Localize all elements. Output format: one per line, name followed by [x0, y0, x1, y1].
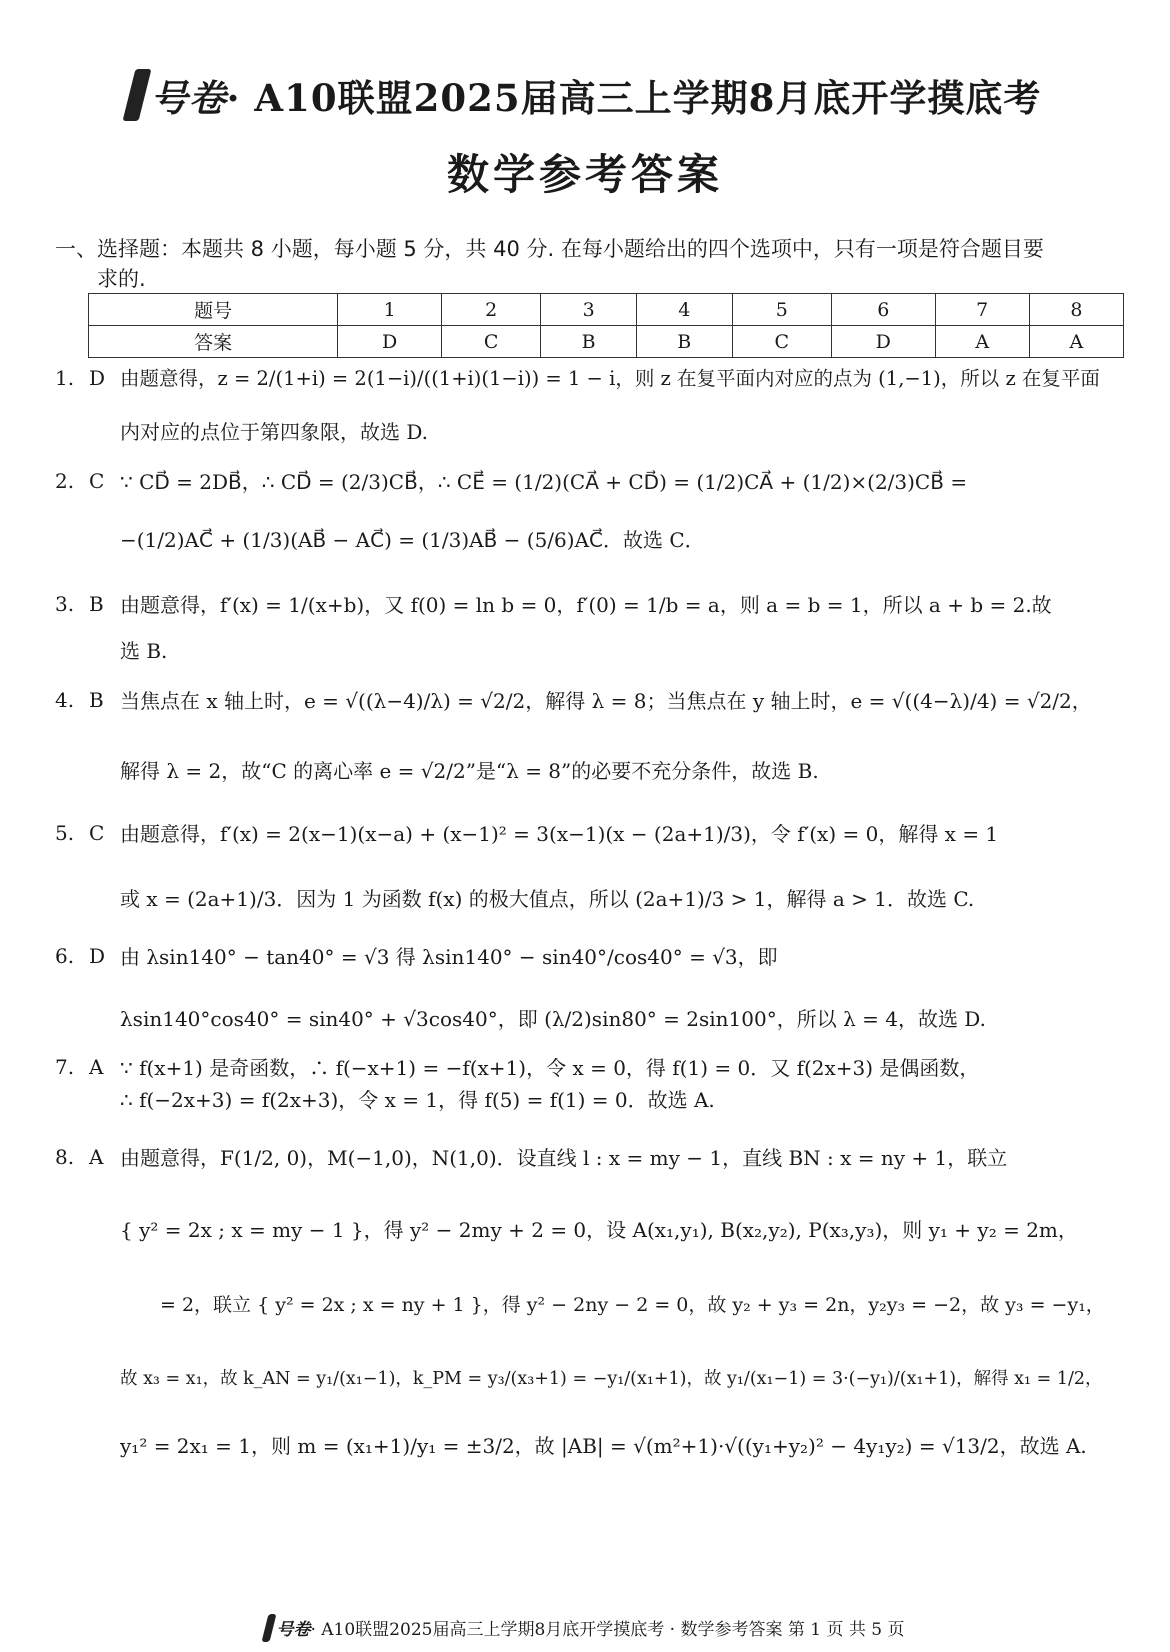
solution-1	[55, 363, 121, 393]
solution-4	[55, 685, 121, 715]
solution-8	[55, 1142, 121, 1172]
solution-2	[55, 466, 121, 496]
table-cell: 3	[541, 294, 637, 326]
solution-line: 或 x = (2a+1)/3．因为 1 为函数 f(x) 的极大值点，所以 (2a+1)/3 > 1，解得 a > 1．故选 C.	[120, 887, 975, 911]
question-number: 4.	[55, 688, 75, 712]
brand-logo-text: 号卷	[150, 76, 227, 120]
solution-line: y₁² = 2x₁ = 1，则 m = (x₁+1)/y₁ = ±3/2，故 |AB| = √(m²+1)·√((y₁+y₂)² − 4y₁y₂) = √13/2，故选 A.	[120, 1434, 1087, 1458]
answer-key: C	[89, 821, 105, 845]
solution-line: 内对应的点位于第四象限，故选 D.	[120, 420, 429, 444]
question-number: 1.	[55, 366, 75, 390]
solution-line: 当焦点在 x 轴上时，e = √((λ−4)/λ) = √2/2，解得 λ = 8；当焦点在 y 轴上时，e = √((4−λ)/4) = √2/2，	[120, 689, 1092, 713]
solution-line: ∵ CD⃗ = 2DB⃗，∴ CD⃗ = (2/3)CB⃗，∴ CE⃗ = (1/2)(CA⃗ + CD⃗) = (1/2)CA⃗ + (1/2)×(2/3)CB⃗ =	[120, 470, 968, 494]
solution-line: { y² = 2x ; x = my − 1 }，得 y² − 2my + 2 = 0，设 A(x₁,y₁), B(x₂,y₂), P(x₃,y₃)，则 y₁ + y₂ = 2m，	[120, 1218, 1078, 1242]
table-cell: A	[1029, 326, 1123, 358]
answer-key: A	[89, 1055, 104, 1079]
solution-line: 选 B.	[120, 639, 168, 663]
table-cell: A	[935, 326, 1029, 358]
answer-key: B	[89, 688, 104, 712]
solution-line: 由 λsin140° − tan40° = √3 得 λsin140° − sin40°/cos40° = √3，即	[120, 945, 778, 969]
answer-table	[88, 293, 1124, 358]
table-cell: D	[338, 326, 442, 358]
solution-line: 故 x₃ = x₁，故 k_AN = y₁/(x₁−1)，k_PM = y₃/(x₃+1) = −y₁/(x₁+1)，故 y₁/(x₁−1) = 3·(−y₁)/(x₁+1)，解得 x₁ = 1/2，	[120, 1369, 1103, 1389]
table-cell: 1	[338, 294, 442, 326]
answer-key: D	[89, 366, 106, 390]
table-cell: 7	[935, 294, 1029, 326]
table-cell: C	[442, 326, 541, 358]
exam-title: · A10联盟2025届高三上学期8月底开学摸底考	[226, 76, 1042, 120]
solution-line: ∴ f(−2x+3) = f(2x+3)，令 x = 1，得 f(5) = f(1) = 0．故选 A.	[120, 1088, 715, 1112]
solution-line: −(1/2)AC⃗ + (1/3)(AB⃗ − AC⃗) = (1/3)AB⃗ − (5/6)AC⃗．故选 C．	[120, 528, 705, 552]
question-number: 7.	[55, 1055, 75, 1079]
footer-logo-text: 号卷	[276, 1620, 311, 1640]
answer-key: C	[89, 469, 105, 493]
page-footer	[0, 1614, 1170, 1642]
footer-text: · A10联盟2025届高三上学期8月底开学摸底考 · 数学参考答案 第 1 页 共 5 页	[310, 1620, 905, 1640]
solution-6	[55, 941, 121, 971]
question-number: 8.	[55, 1145, 75, 1169]
solution-line: 由题意得，F(1/2, 0)，M(−1,0)，N(1,0)．设直线 l : x = my − 1，直线 BN : x = ny + 1，联立	[120, 1146, 1008, 1170]
question-number: 3.	[55, 592, 75, 616]
section-heading-line1: 一、选择题：本题共 8 小题，每小题 5 分，共 40 分. 在每小题给出的四个选项中，只有一项是符合题目要	[55, 237, 1044, 261]
answer-key: A	[89, 1145, 104, 1169]
table-cell: C	[732, 326, 831, 358]
table-cell: 2	[442, 294, 541, 326]
table-cell: 6	[831, 294, 935, 326]
section-heading-line2: 求的.	[97, 267, 146, 291]
solution-line: λsin140°cos40° = sin40° + √3cos40°，即 (λ/2)sin80° = 2sin100°，所以 λ = 4，故选 D.	[120, 1007, 986, 1031]
question-number: 6.	[55, 944, 75, 968]
answer-key: B	[89, 592, 104, 616]
page-subtitle: 数学参考答案	[446, 150, 723, 199]
solution-line: = 2，联立 { y² = 2x ; x = ny + 1 }，得 y² − 2ny − 2 = 0，故 y₂ + y₃ = 2n，y₂y₃ = −2，故 y₃ = −y₁，	[160, 1294, 1105, 1316]
table-cell: 8	[1029, 294, 1123, 326]
table-cell: 5	[732, 294, 831, 326]
solution-line: 由题意得，f′(x) = 2(x−1)(x−a) + (x−1)² = 3(x−1)(x − (2a+1)/3)，令 f′(x) = 0，解得 x = 1	[120, 822, 999, 846]
table-cell: B	[541, 326, 637, 358]
solution-line: 由题意得，f′(x) = 1/(x+b)，又 f(0) = ln b = 0，f′(0) = 1/b = a，则 a = b = 1，所以 a + b = 2.故	[120, 593, 1052, 617]
solution-line: 解得 λ = 2，故“C 的离心率 e = √2/2”是“λ = 8”的必要不充分条件，故选 B.	[120, 759, 819, 783]
section-heading	[55, 234, 1115, 294]
table-cell: B	[636, 326, 732, 358]
solution-line: ∵ f(x+1) 是奇函数，∴ f(−x+1) = −f(x+1)，令 x = 0，得 f(1) = 0．又 f(2x+3) 是偶函数，	[120, 1056, 980, 1080]
row-label: 答案	[89, 326, 338, 358]
solution-line: 由题意得，z = 2/(1+i) = 2(1−i)/((1+i)(1−i)) = 1 − i，则 z 在复平面内对应的点为 (1,−1)，所以 z 在复平面	[120, 367, 1100, 390]
table-row-answers	[89, 326, 1124, 358]
question-number: 2.	[55, 469, 75, 493]
table-cell: D	[831, 326, 935, 358]
solution-7	[55, 1052, 121, 1082]
brand-logo-mark	[122, 69, 151, 121]
row-label: 题号	[89, 294, 338, 326]
solution-3	[55, 589, 121, 619]
table-row-numbers	[89, 294, 1124, 326]
solution-5	[55, 818, 121, 848]
footer-logo-mark	[262, 1614, 277, 1642]
answer-key: D	[89, 944, 106, 968]
page-title	[0, 68, 1170, 122]
table-cell: 4	[636, 294, 732, 326]
question-number: 5.	[55, 821, 75, 845]
